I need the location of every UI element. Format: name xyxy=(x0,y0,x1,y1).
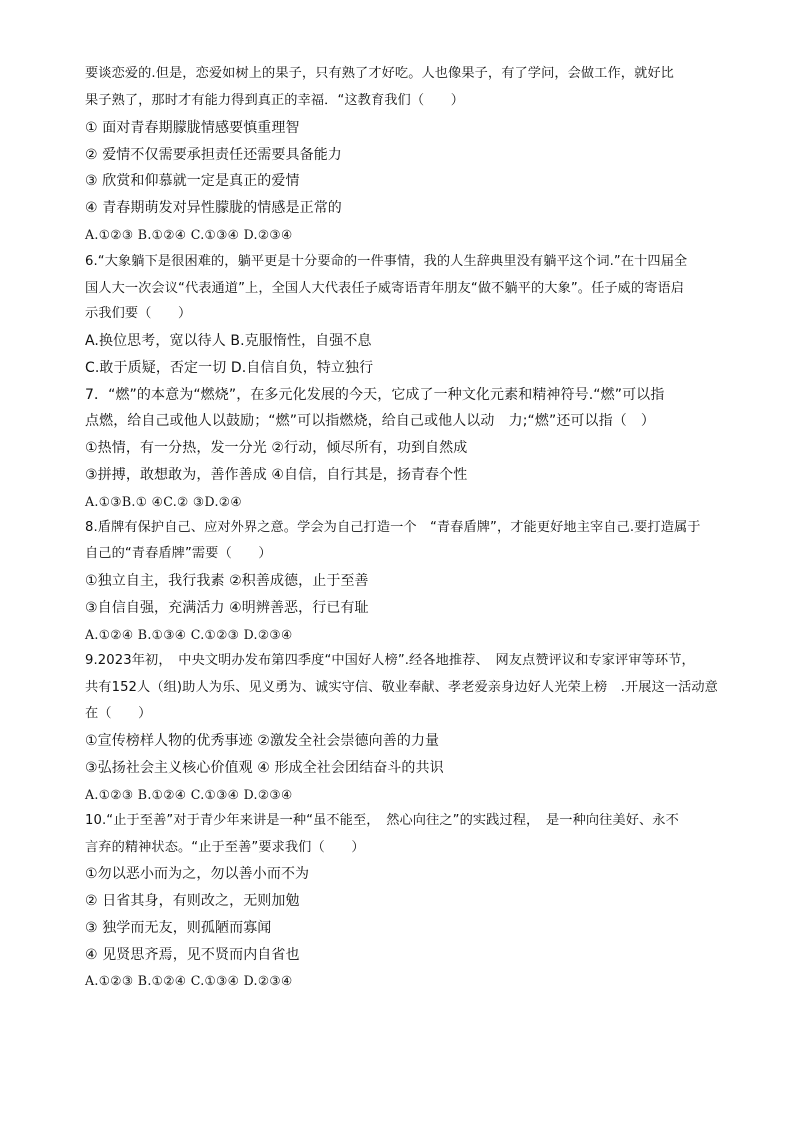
q5-item-1: ① 面对青春期朦胧情感要慎重理智 xyxy=(85,120,300,136)
q8-stem-line-2: 自己的“青春盾牌”需要（ ） xyxy=(85,546,272,561)
q10-stem-line-1: 10.“止于至善”对于青少年来讲是一种“虽不能至， 然心向往之”的实践过程， 是一种向往美好、永不 xyxy=(85,813,679,828)
q8-options: A.①②④ B.①③④ C.①②③ D.②③④ xyxy=(85,627,293,642)
q9-items-1-2: ①宣传榜样人物的优秀事迹 ②激发全社会崇德向善的力量 xyxy=(85,733,440,749)
q5-options: A.①②③ B.①②④ C.①③④ D.②③④ xyxy=(85,227,293,242)
q7-items-3-4: ③拼搏，敢想敢为，善作善成 ④自信，自行其是，扬青春个性 xyxy=(85,467,468,483)
q10-options: A.①②③ B.①②④ C.①③④ D.②③④ xyxy=(85,973,293,988)
q6-stem-line-2: 国人大一次会议“代表通道”上，全国人大代表任子威寄语青年朋友“做不躺平的大象”。任子威的寄语启 xyxy=(85,281,685,296)
q7-stem-line-1: 7．“燃”的本意为“燃烧”，在多元化发展的今天，它成了一种文化元素和精神符号.“燃”可以指 xyxy=(85,387,665,403)
q8-stem-line-1: 8.盾牌有保护自己、应对外界之意。学会为自己打造一个 “青春盾牌”，才能更好地主宰自己.要打造属于 xyxy=(85,520,701,535)
q10-item-3: ③ 独学而无友，则孤陋而寡闻 xyxy=(85,920,272,936)
q5-item-4: ④ 青春期萌发对异性朦胧的情感是正常的 xyxy=(85,200,342,216)
q5-stem-line-1: 要谈恋爱的.但是，恋爱如树上的果子，只有熟了才好吃。人也像果子，有了学问，会做工作，就好比 xyxy=(85,66,674,81)
q10-item-4: ④ 见贤思齐焉，见不贤而内自省也 xyxy=(85,947,300,963)
q7-items-1-2: ①热情，有一分热，发一分光 ②行动，倾尽所有，功到自然成 xyxy=(85,440,468,456)
q10-stem-line-2: 言弃的精神状态。“止于至善”要求我们（ ） xyxy=(85,840,365,855)
q8-items-1-2: ①独立自主，我行我素 ②积善成德，止于至善 xyxy=(85,573,369,589)
q6-option-cd: C.敢于质疑，否定一切 D.自信自负，特立独行 xyxy=(85,360,374,376)
q9-items-3-4: ③弘扬社会主义核心价值观 ④ 形成全社会团结奋斗的共识 xyxy=(85,760,444,776)
q5-item-2: ② 爱情不仅需要承担责任还需要具备能力 xyxy=(85,147,342,163)
q5-item-3: ③ 欣赏和仰慕就一定是真正的爱情 xyxy=(85,173,300,189)
q9-options: A.①②③ B.①②④ C.①③④ D.②③④ xyxy=(85,787,293,802)
q6-stem-line-1: 6.“大象躺下是很困难的，躺平更是十分要命的一件事情，我的人生辞典里没有躺平这个词.”在十四届全 xyxy=(85,254,688,269)
q6-option-ab: A.换位思考，宽以待人 B.克服惰性，自强不息 xyxy=(85,333,372,349)
q7-options: A.①③B.① ④C.② ③D.②④ xyxy=(85,494,242,509)
q5-stem-line-2: 果子熟了，那时才有能力得到真正的幸福．“这教育我们（ ） xyxy=(85,93,464,108)
q8-items-3-4: ③自信自强，充满活力 ④明辨善恶，行已有耻 xyxy=(85,600,369,616)
q10-item-1: ①勿以恶小而为之，勿以善小而不为 xyxy=(85,866,310,882)
q9-stem-line-3: 在（ ） xyxy=(85,706,152,721)
q7-stem-line-2: 点燃，给自己或他人以鼓励；“燃”可以指燃烧，给自己或他人以动 力;“燃”还可以指（ ） xyxy=(85,413,656,429)
q6-stem-line-3: 示我们要（ ） xyxy=(85,306,192,321)
q9-stem-line-2: 共有152人（组)助人为乐、见义勇为、诚实守信、敬业奉献、孝老爱亲身边好人光荣上榜 .开展这一活动意 xyxy=(85,680,718,695)
q10-item-2: ② 日省其身，有则改之，无则加勉 xyxy=(85,893,300,909)
q9-stem-line-1: 9.2023年初， 中央文明办发布第四季度“中国好人榜”.经各地推荐、 网友点赞评议和专家评审等环节， xyxy=(85,653,695,668)
